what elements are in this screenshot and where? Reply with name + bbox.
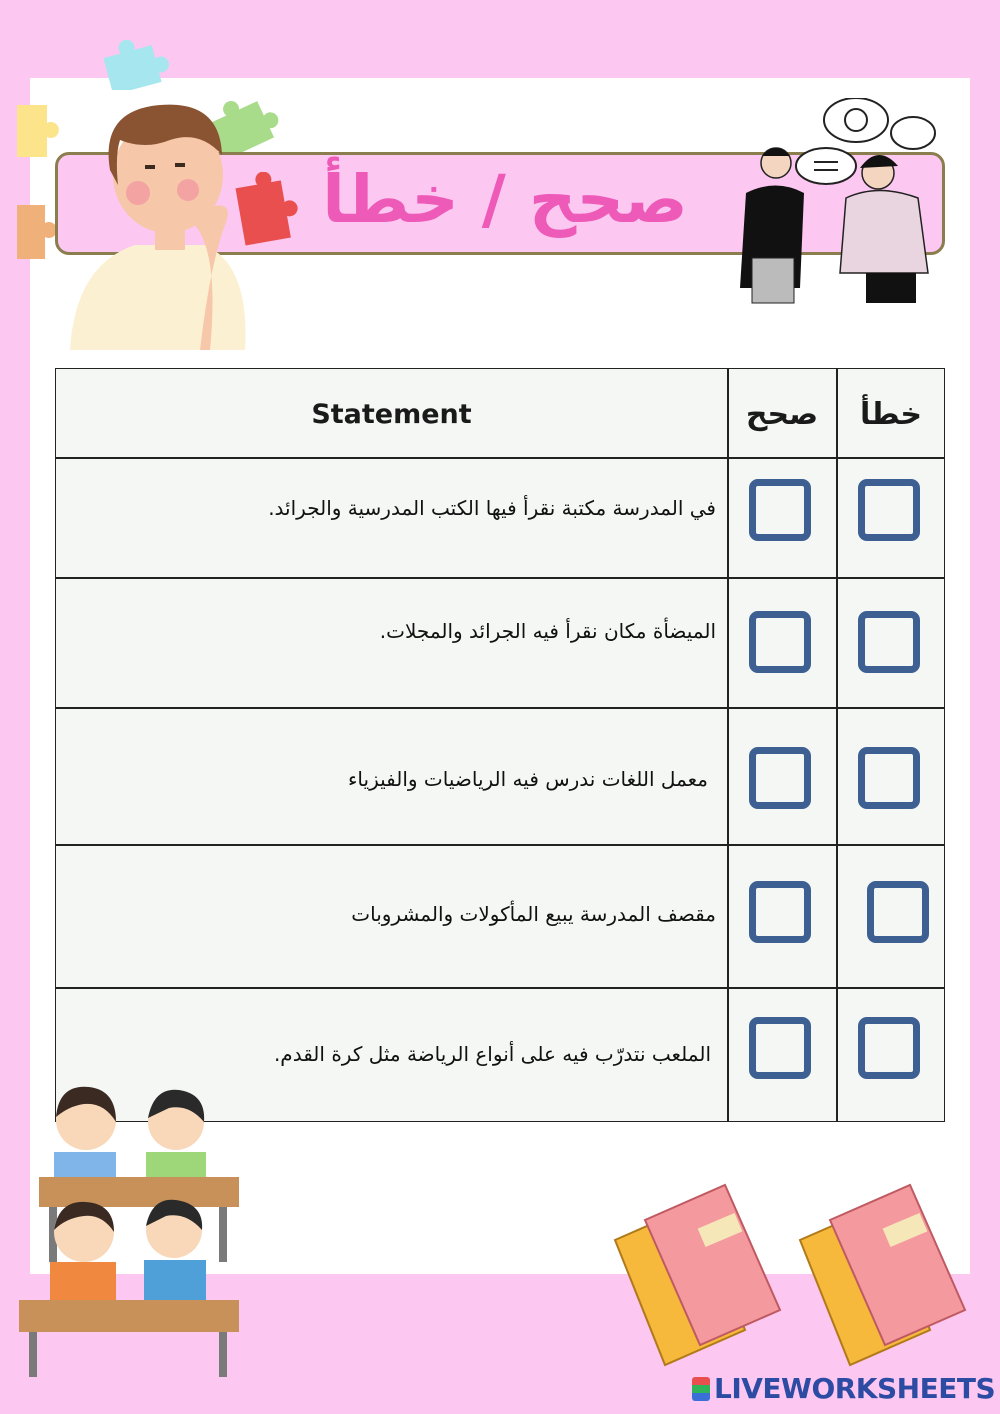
liveworksheets-logo [692,1372,995,1406]
column-divider [727,369,729,1121]
wrong-checkbox[interactable] [858,747,920,809]
page-title: صحح / خطأ [322,161,688,238]
correct-checkbox[interactable] [749,881,811,943]
brand-text: LIVEWORKSHEETS [714,1372,996,1405]
wrong-checkbox[interactable] [858,479,920,541]
statement-text: مقصف المدرسة يبيع المأكولات والمشروبات [351,902,716,926]
row-divider [56,844,944,846]
brand-mark-icon [692,1377,710,1401]
correct-checkbox[interactable] [749,747,811,809]
correct-checkbox[interactable] [749,611,811,673]
header-wrong: خطأ [859,397,923,432]
notebooks-illustration [605,1180,795,1370]
puzzle-piece-icon [95,30,175,90]
statement-text: الملعب نتدرّب فيه على أنواع الرياضة مثل كرة القدم. [273,1042,711,1066]
column-divider [836,369,838,1121]
statement-text: معمل اللغات ندرس فيه الرياضيات والفيزياء [348,767,708,791]
talking-men-illustration [728,98,943,308]
puzzle-piece-icon [228,172,298,252]
row-divider [56,577,944,579]
correct-checkbox[interactable] [749,479,811,541]
notebooks-illustration [795,1180,975,1370]
wrong-checkbox[interactable] [858,1017,920,1079]
statement-text: في المدرسة مكتبة نقرأ فيها الكتب المدرسية والجرائد. [268,496,716,520]
header-correct: صحح [745,397,819,432]
wrong-checkbox[interactable] [858,611,920,673]
statement-text: الميضأة مكان نقرأ فيه الجرائد والمجلات. [379,619,716,643]
header-statement: Statement [311,399,472,430]
correct-checkbox[interactable] [749,1017,811,1079]
students-at-desks-illustration [14,1082,244,1382]
wrong-checkbox[interactable] [867,881,929,943]
true-false-table [55,368,945,1122]
row-divider [56,707,944,709]
row-divider [56,987,944,989]
